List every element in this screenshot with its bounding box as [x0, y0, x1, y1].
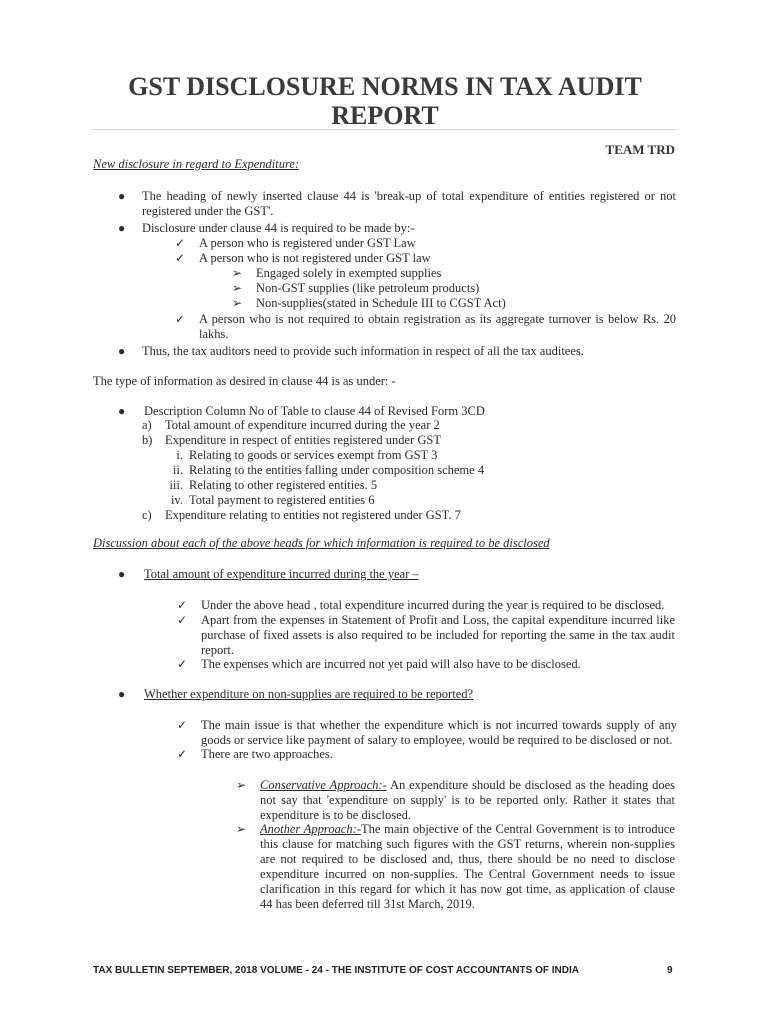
- approach-text: An expenditure should be disclosed as the heading does not say that 'expenditure on supply' is to be reported only. Rather it states that expenditure is to be disclosed.: [260, 778, 675, 822]
- list-item-text: Expenditure relating to entities not registered under GST. 7: [165, 508, 461, 522]
- approach-label: Another Approach:-: [260, 822, 361, 836]
- check-icon: ✓: [177, 613, 188, 627]
- page-number: 9: [667, 965, 673, 976]
- footer-text: TAX BULLETIN SEPTEMBER, 2018 VOLUME - 24 - THE INSTITUTE OF COST ACCOUNTANTS OF INDIA: [93, 965, 579, 976]
- arrow-icon: ➢: [232, 296, 243, 310]
- bullet-text-disclosure: Disclosure under clause 44 is required to be made by:-: [142, 221, 415, 235]
- info-intro-text: The type of information as desired in clause 44 is as under: -: [93, 374, 396, 388]
- page-title-line1: GST DISCLOSURE NORMS IN TAX AUDIT: [128, 72, 642, 101]
- clause-description-text: Description Column No of Table to clause 44 of Revised Form 3CD: [144, 404, 485, 418]
- check-icon: ✓: [177, 747, 188, 761]
- approach-paragraph-another: [260, 822, 675, 912]
- list-item-text: Expenditure in respect of entities registered under GST: [165, 433, 441, 447]
- discussion-subheading-nonsupplies: Whether expenditure on non-supplies are required to be reported?: [144, 687, 474, 701]
- check-icon: ✓: [177, 598, 188, 612]
- list-item-text: Total amount of expenditure incurred during the year 2: [165, 418, 440, 432]
- check-text: Under the above head , total expenditure incurred during the year is required to be disclosed.: [201, 598, 665, 612]
- bullet-icon: ●: [118, 189, 126, 203]
- bullet-icon: ●: [118, 567, 126, 581]
- discussion-subheading-total: Total amount of expenditure incurred during the year –: [144, 567, 419, 581]
- list-marker: c): [142, 508, 152, 522]
- approach-paragraph-conservative: [260, 778, 675, 823]
- bullet-icon: ●: [118, 404, 126, 418]
- bullet-text-auditors: Thus, the tax auditors need to provide such information in respect of all the tax auditees.: [142, 344, 584, 358]
- check-text: A person who is registered under GST Law: [199, 236, 416, 250]
- section-heading-expenditure: New disclosure in regard to Expenditure:: [93, 157, 300, 171]
- list-item-text: Relating to other registered entities. 5: [189, 478, 378, 492]
- check-icon: ✓: [175, 251, 186, 265]
- check-icon: ✓: [175, 312, 186, 326]
- arrow-icon: ➢: [232, 281, 243, 295]
- check-icon: ✓: [175, 236, 186, 250]
- approach-text: The main objective of the Central Government is to introduce this clause for matching such figures with the GST returns, wherein non-supplies are not required to be disclosed and, thus, there should be no need to disclose expenditure incurred on non-supplies. The Central Government needs to issue clarification in this regard for which it has now got time, as application of clause 44 has been deferred till 31st March, 2019.: [260, 822, 675, 911]
- title-divider: [92, 129, 678, 130]
- page-title-line2: REPORT: [331, 101, 439, 130]
- bullet-icon: ●: [118, 344, 126, 358]
- bullet-icon: ●: [118, 221, 126, 235]
- bullet-icon: ●: [118, 687, 126, 701]
- arrow-icon: ➢: [232, 266, 243, 280]
- list-item-text: Total payment to registered entities 6: [189, 493, 375, 507]
- check-text: There are two approaches.: [201, 747, 333, 761]
- list-marker: a): [142, 418, 152, 432]
- discussion-heading: Discussion about each of the above heads for which information is required to be disclosed: [93, 536, 550, 550]
- check-text: Apart from the expenses in Statement of Profit and Loss, the capital expenditure incurred like purchase of fixed assets is also required to be included for reporting the same in the tax audit report.: [201, 613, 675, 657]
- list-marker: iii.: [169, 478, 183, 492]
- list-marker: b): [142, 433, 153, 447]
- arrow-icon: ➢: [236, 778, 247, 792]
- check-icon: ✓: [177, 657, 188, 671]
- list-item-text: Relating to the entities falling under composition scheme 4: [189, 463, 485, 477]
- author-label: TEAM TRD: [605, 142, 675, 157]
- list-marker: i.: [176, 448, 183, 462]
- arrow-text: Non-GST supplies (like petroleum products): [256, 281, 480, 295]
- check-text: The expenses which are incurred not yet paid will also have to be disclosed.: [201, 657, 581, 671]
- check-text: A person who is not required to obtain registration as its aggregate turnover is below Rs. 20 lakhs.: [199, 312, 676, 341]
- check-text: A person who is not registered under GST law: [199, 251, 431, 265]
- bullet-text-heading-clause: The heading of newly inserted clause 44 is 'break-up of total expenditure of entities registered or not registered under the GST'.: [142, 189, 676, 218]
- arrow-icon: ➢: [236, 822, 247, 836]
- approach-label: Conservative Approach:-: [260, 778, 387, 792]
- check-icon: ✓: [177, 718, 188, 732]
- arrow-text: Engaged solely in exempted supplies: [256, 266, 442, 280]
- arrow-text: Non-supplies(stated in Schedule III to CGST Act): [256, 296, 506, 310]
- list-item-text: Relating to goods or services exempt from GST 3: [189, 448, 438, 462]
- check-text: The main issue is that whether the expenditure which is not incurred towards supply of any goods or service like payment of salary to employee, would be required to be disclosed or not.: [201, 718, 677, 747]
- list-marker: iv.: [170, 493, 183, 507]
- list-marker: ii.: [172, 463, 183, 477]
